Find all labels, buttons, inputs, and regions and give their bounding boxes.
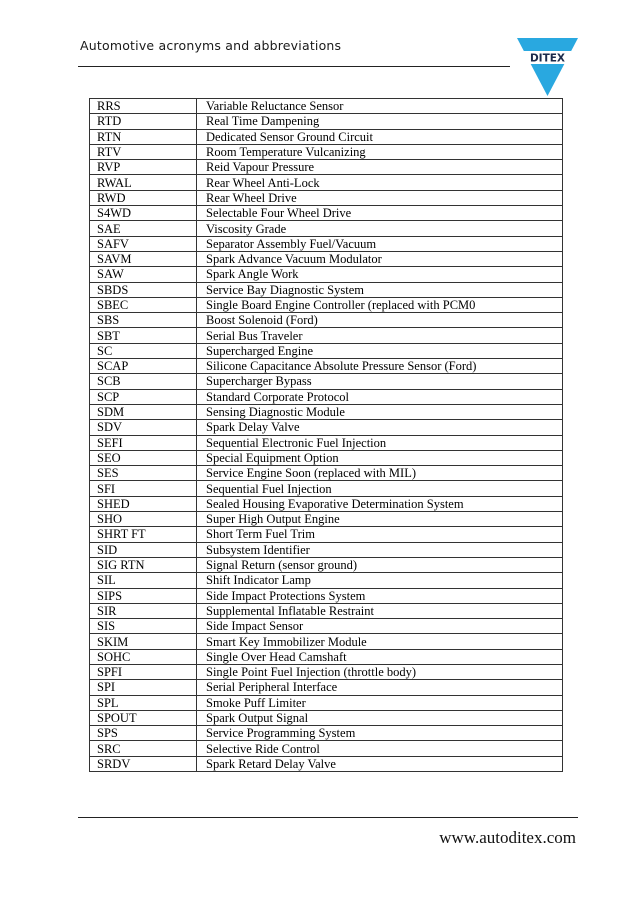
table-row	[90, 99, 563, 114]
table-row	[90, 588, 563, 603]
table-row	[90, 313, 563, 328]
meaning-cell: Service Bay Diagnostic System	[197, 282, 563, 297]
table-row	[90, 190, 563, 205]
table-row	[90, 374, 563, 389]
meaning-cell: Supercharged Engine	[197, 343, 563, 358]
table-row	[90, 297, 563, 312]
meaning-cell: Standard Corporate Protocol	[197, 389, 563, 404]
table-row	[90, 710, 563, 725]
acronym-cell: SES	[90, 466, 197, 481]
acronym-cell: SC	[90, 343, 197, 358]
acronym-cell: RWD	[90, 190, 197, 205]
table-row	[90, 634, 563, 649]
meaning-cell: Rear Wheel Anti-Lock	[197, 175, 563, 190]
table-row	[90, 680, 563, 695]
table-row	[90, 343, 563, 358]
meaning-cell: Single Point Fuel Injection (throttle body)	[197, 664, 563, 679]
acronym-cell: SIL	[90, 573, 197, 588]
acronym-cell: SIR	[90, 603, 197, 618]
meaning-cell: Silicone Capacitance Absolute Pressure Sensor (Ford)	[197, 359, 563, 374]
acronym-cell: SHRT FT	[90, 527, 197, 542]
meaning-cell: Sequential Electronic Fuel Injection	[197, 435, 563, 450]
table-row	[90, 267, 563, 282]
acronym-cell: SRC	[90, 741, 197, 756]
footer-divider	[78, 817, 578, 818]
acronym-cell: SAE	[90, 221, 197, 236]
table-row	[90, 328, 563, 343]
logo-triangle	[517, 38, 578, 96]
meaning-cell: Serial Peripheral Interface	[197, 680, 563, 695]
acronym-cell: SIPS	[90, 588, 197, 603]
table-row	[90, 619, 563, 634]
meaning-cell: Boost Solenoid (Ford)	[197, 313, 563, 328]
meaning-cell: Sensing Diagnostic Module	[197, 404, 563, 419]
acronym-cell: S4WD	[90, 206, 197, 221]
table-row	[90, 282, 563, 297]
acronym-cell: SEFI	[90, 435, 197, 450]
meaning-cell: Special Equipment Option	[197, 450, 563, 465]
table-row	[90, 359, 563, 374]
acronym-cell: SFI	[90, 481, 197, 496]
meaning-cell: Signal Return (sensor ground)	[197, 557, 563, 572]
meaning-cell: Room Temperature Vulcanizing	[197, 144, 563, 159]
table-row	[90, 527, 563, 542]
acronym-cell: RRS	[90, 99, 197, 114]
acronym-cell: SPFI	[90, 664, 197, 679]
acronym-cell: SAFV	[90, 236, 197, 251]
logo-text: DITEX	[529, 52, 566, 65]
table-row	[90, 251, 563, 266]
acronym-cell: SPOUT	[90, 710, 197, 725]
acronym-cell: SHO	[90, 512, 197, 527]
meaning-cell: Sequential Fuel Injection	[197, 481, 563, 496]
acronym-cell: RWAL	[90, 175, 197, 190]
meaning-cell: Dedicated Sensor Ground Circuit	[197, 129, 563, 144]
table-row	[90, 756, 563, 771]
acronym-cell: RVP	[90, 160, 197, 175]
table-row	[90, 236, 563, 251]
table-row	[90, 404, 563, 419]
acronym-cell: SKIM	[90, 634, 197, 649]
acronym-cell: SEO	[90, 450, 197, 465]
table-row	[90, 695, 563, 710]
acronym-cell: RTD	[90, 114, 197, 129]
meaning-cell: Side Impact Protections System	[197, 588, 563, 603]
meaning-cell: Service Engine Soon (replaced with MIL)	[197, 466, 563, 481]
meaning-cell: Single Board Engine Controller (replaced with PCM0	[197, 297, 563, 312]
meaning-cell: Sealed Housing Evaporative Determination System	[197, 496, 563, 511]
meaning-cell: Smart Key Immobilizer Module	[197, 634, 563, 649]
acronym-cell: SDM	[90, 404, 197, 419]
acronym-cell: SRDV	[90, 756, 197, 771]
table-row	[90, 206, 563, 221]
meaning-cell: Short Term Fuel Trim	[197, 527, 563, 542]
acronym-cell: RTV	[90, 144, 197, 159]
meaning-cell: Subsystem Identifier	[197, 542, 563, 557]
acronym-cell: SCP	[90, 389, 197, 404]
meaning-cell: Spark Delay Valve	[197, 420, 563, 435]
acronym-cell: SIS	[90, 619, 197, 634]
table-row	[90, 144, 563, 159]
page-header-title: Automotive acronyms and abbreviations	[80, 38, 342, 53]
acronym-cell: SBDS	[90, 282, 197, 297]
table-row	[90, 389, 563, 404]
meaning-cell: Single Over Head Camshaft	[197, 649, 563, 664]
meaning-cell: Selective Ride Control	[197, 741, 563, 756]
meaning-cell: Shift Indicator Lamp	[197, 573, 563, 588]
meaning-cell: Real Time Dampening	[197, 114, 563, 129]
acronym-cell: SIG RTN	[90, 557, 197, 572]
meaning-cell: Serial Bus Traveler	[197, 328, 563, 343]
acronym-table	[89, 98, 563, 772]
meaning-cell: Supplemental Inflatable Restraint	[197, 603, 563, 618]
meaning-cell: Spark Retard Delay Valve	[197, 756, 563, 771]
table-row	[90, 481, 563, 496]
acronym-cell: RTN	[90, 129, 197, 144]
table-row	[90, 435, 563, 450]
table-row	[90, 573, 563, 588]
table-row	[90, 496, 563, 511]
table-row	[90, 420, 563, 435]
table-row	[90, 649, 563, 664]
meaning-cell: Viscosity Grade	[197, 221, 563, 236]
table-row	[90, 466, 563, 481]
meaning-cell: Separator Assembly Fuel/Vacuum	[197, 236, 563, 251]
table-row	[90, 557, 563, 572]
meaning-cell: Spark Output Signal	[197, 710, 563, 725]
table-row	[90, 160, 563, 175]
acronym-cell: SOHC	[90, 649, 197, 664]
table-row	[90, 175, 563, 190]
ditex-logo	[517, 38, 578, 96]
header-divider	[78, 66, 510, 67]
table-row	[90, 542, 563, 557]
meaning-cell: Spark Angle Work	[197, 267, 563, 282]
acronym-cell: SID	[90, 542, 197, 557]
acronym-cell: SBEC	[90, 297, 197, 312]
meaning-cell: Reid Vapour Pressure	[197, 160, 563, 175]
acronym-cell: SHED	[90, 496, 197, 511]
meaning-cell: Supercharger Bypass	[197, 374, 563, 389]
meaning-cell: Variable Reluctance Sensor	[197, 99, 563, 114]
meaning-cell: Service Programming System	[197, 726, 563, 741]
table-row	[90, 726, 563, 741]
acronym-cell: SBS	[90, 313, 197, 328]
meaning-cell: Side Impact Sensor	[197, 619, 563, 634]
acronym-cell: SPS	[90, 726, 197, 741]
table-row	[90, 603, 563, 618]
acronym-table-body	[90, 99, 563, 772]
acronym-cell: SCB	[90, 374, 197, 389]
table-row	[90, 664, 563, 679]
acronym-cell: SPL	[90, 695, 197, 710]
acronym-cell: SBT	[90, 328, 197, 343]
meaning-cell: Selectable Four Wheel Drive	[197, 206, 563, 221]
table-row	[90, 221, 563, 236]
meaning-cell: Rear Wheel Drive	[197, 190, 563, 205]
meaning-cell: Smoke Puff Limiter	[197, 695, 563, 710]
acronym-cell: SPI	[90, 680, 197, 695]
footer-url: www.autoditex.com	[439, 828, 576, 847]
table-row	[90, 512, 563, 527]
acronym-cell: SAW	[90, 267, 197, 282]
meaning-cell: Super High Output Engine	[197, 512, 563, 527]
acronym-cell: SDV	[90, 420, 197, 435]
acronym-cell: SCAP	[90, 359, 197, 374]
table-row	[90, 450, 563, 465]
table-row	[90, 741, 563, 756]
table-row	[90, 129, 563, 144]
table-row	[90, 114, 563, 129]
acronym-cell: SAVM	[90, 251, 197, 266]
meaning-cell: Spark Advance Vacuum Modulator	[197, 251, 563, 266]
